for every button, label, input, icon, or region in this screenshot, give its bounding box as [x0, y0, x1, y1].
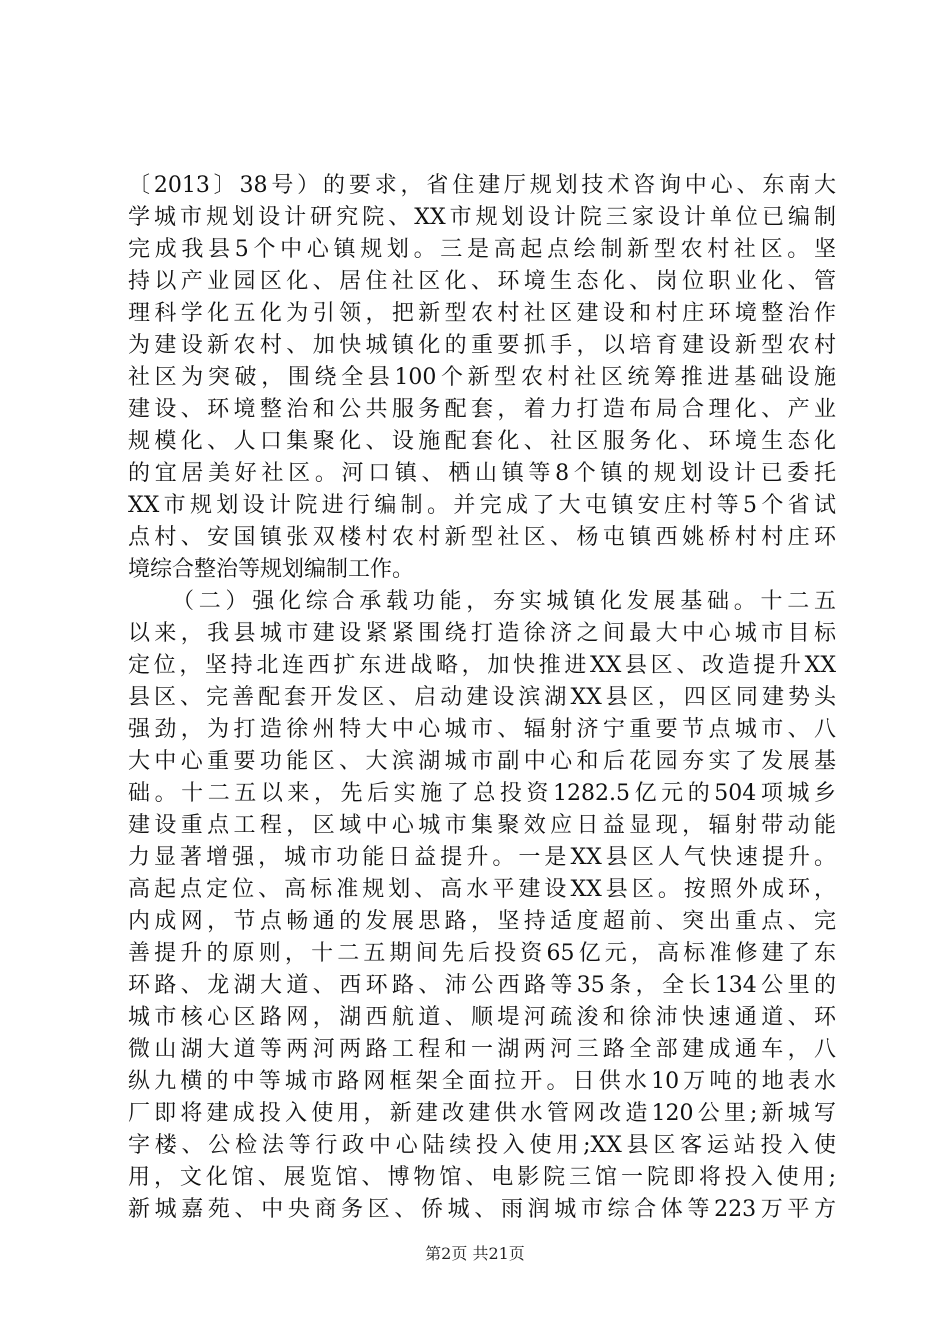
text-line: 力显著增强，城市功能日益提升。一是XX县区人气快速提升。 [128, 845, 836, 870]
text-line: XX市规划设计院进行编制。并完成了大屯镇安庄村等5个省试 [128, 493, 836, 518]
text-line: 学城市规划设计研究院、XX市规划设计院三家设计单位已编制 [128, 205, 836, 230]
page-footer [0, 1244, 950, 1264]
text-line: 础。十二五以来，先后实施了总投资1282.5亿元的504项城乡 [128, 781, 836, 806]
text-line: 持以产业园区化、居住社区化、环境生态化、岗位职业化、管 [128, 269, 836, 294]
text-line: 纵九横的中等城市路网框架全面拉开。日供水10万吨的地表水 [128, 1069, 836, 1094]
text-line: 环路、龙湖大道、西环路、沛公西路等35条，全长134公里的 [128, 973, 836, 998]
text-line: 内成网，节点畅通的发展思路，坚持适度超前、突出重点、完 [128, 909, 836, 934]
text-line: 点村、安国镇张双楼村农村新型社区、杨屯镇西姚桥村村庄环 [128, 525, 836, 550]
text-line: 建设、环境整治和公共服务配套，着力打造布局合理化、产业 [128, 397, 836, 422]
text-line: 高起点定位、高标准规划、高水平建设XX县区。按照外成环， [128, 877, 836, 902]
text-line: 大中心重要功能区、大滨湖城市副中心和后花园夯实了发展基 [128, 749, 836, 774]
text-line: 字楼、公检法等行政中心陆续投入使用;XX县区客运站投入使 [128, 1133, 836, 1158]
paragraph-1 [128, 170, 836, 586]
text-line: 城市核心区路网，湖西航道、顺堤河疏浚和徐沛快速通道、环 [128, 1005, 836, 1030]
text-line: 社区为突破，围绕全县100个新型农村社区统筹推进基础设施 [128, 365, 836, 390]
text-line: 用，文化馆、展览馆、博物馆、电影院三馆一院即将投入使用; [128, 1165, 836, 1190]
text-line: 县区、完善配套开发区、启动建设滨湖XX县区，四区同建势头 [128, 685, 836, 710]
text-line: 的宜居美好社区。河口镇、栖山镇等8个镇的规划设计已委托 [128, 461, 836, 486]
page-number: 第2页 共21页 [425, 1244, 525, 1263]
text-line: 完成我县5个中心镇规划。三是高起点绘制新型农村社区。坚 [128, 237, 836, 262]
text-line: 微山湖大道等两河两路工程和一湖两河三路全部建成通车，八 [128, 1037, 836, 1062]
text-line: 善提升的原则，十二五期间先后投资65亿元，高标准修建了东 [128, 941, 836, 966]
text-line: 境综合整治等规划编制工作。 [128, 557, 415, 582]
text-line: 厂即将建成投入使用，新建改建供水管网改造120公里;新城写 [128, 1101, 836, 1126]
paragraph-2 [128, 586, 836, 1226]
document-body [128, 170, 836, 1226]
text-line: （二）强化综合承载功能，夯实城镇化发展基础。十二五 [172, 589, 836, 614]
text-line: 定位，坚持北连西扩东进战略，加快推进XX县区、改造提升XX [128, 653, 836, 678]
text-line: 为建设新农村、加快城镇化的重要抓手，以培育建设新型农村 [128, 333, 836, 358]
text-line: 建设重点工程，区域中心城市集聚效应日益显现，辐射带动能 [128, 813, 836, 838]
text-line: 〔2013〕38号）的要求，省住建厅规划技术咨询中心、东南大 [128, 173, 836, 198]
text-line: 新城嘉苑、中央商务区、侨城、雨润城市综合体等223万平方 [128, 1197, 836, 1222]
text-line: 以来，我县城市建设紧紧围绕打造徐济之间最大中心城市目标 [128, 621, 836, 646]
text-line: 理科学化五化为引领，把新型农村社区建设和村庄环境整治作 [128, 301, 836, 326]
text-line: 强劲，为打造徐州特大中心城市、辐射济宁重要节点城市、八 [128, 717, 836, 742]
text-line: 规模化、人口集聚化、设施配套化、社区服务化、环境生态化 [128, 429, 836, 454]
